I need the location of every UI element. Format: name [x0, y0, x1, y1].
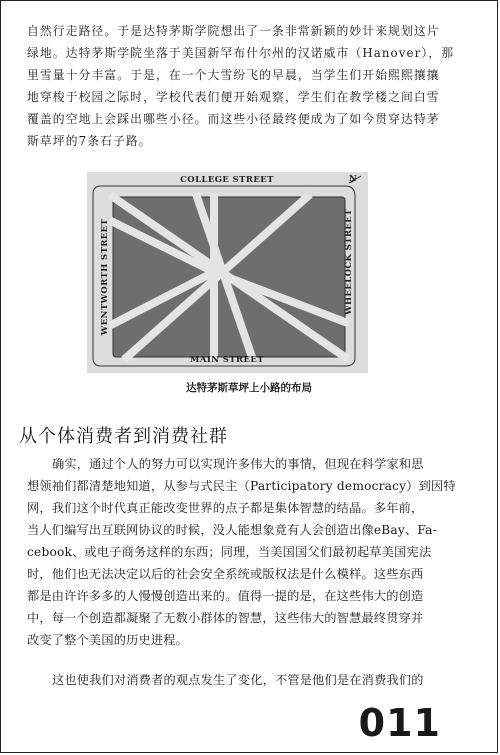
text-line: 确实，通过个人的努力可以实现许多伟大的事情，但现在科学家和思: [52, 457, 424, 471]
figure-caption: 达特茅斯草坪上小路的布局: [186, 382, 312, 394]
text-line: 时，他们也无法决定以后的社会安全系统或版权法是什么模样。这些东西: [27, 567, 424, 581]
street-label-north: COLLEGE STREET: [180, 175, 274, 185]
text-line: 想领袖们都清楚地知道，从参与式民主（Participatory democracy）到因特: [27, 479, 456, 493]
street-label-west: WENTWORTH STREET: [100, 218, 110, 336]
intro-paragraph: [27, 20, 473, 152]
street-label-south: MAIN STREET: [190, 355, 264, 365]
text-line: 改变了整个美国的历史进程。: [27, 633, 189, 647]
text-line: 里雪量十分丰富。于是，在一个大雪纷飞的早晨，当学生们开始熙熙攘攘: [27, 68, 440, 82]
page-number: 011: [358, 701, 441, 745]
street-label-east: WHEELOCK STREET: [344, 209, 354, 315]
last-paragraph: [27, 669, 473, 691]
body-paragraph: [27, 453, 473, 651]
compass-label: N: [349, 174, 358, 184]
text-line: 斯草坪的7条石子路。: [27, 134, 152, 148]
text-line: 地穿梭于校园之际时，学校代表们便开始观察，学生们在教学楼之间白雪: [27, 90, 440, 104]
dartmouth-green-map: [87, 172, 368, 373]
text-line: 中，每一个创造都凝聚了无数小群体的智慧，这些伟大的智慧最终贯穿并: [27, 611, 424, 625]
text-line: 网，我们这个时代真正能改变世界的点子都是集体智慧的结晶。多年前，: [27, 501, 424, 515]
text-line: 这也使我们对消费者的观点发生了变化，不管是他们是在消费我们的: [52, 673, 424, 687]
text-line: 覆盖的空地上会踩出哪些小径。而这些小径最终便成为了如今贯穿达特茅: [27, 112, 440, 126]
text-line: 绿地。达特茅斯学院坐落于美国新罕布什尔州的汉诺威市（Hanover），那: [27, 46, 455, 60]
text-line: 自然行走路径。于是达特茅斯学院想出了一条非常新颖的妙计来规划这片: [27, 24, 440, 38]
text-line: 都是由许许多多的人慢慢创造出来的。值得一提的是，在这些伟大的创造: [27, 589, 424, 603]
text-line: cebook、或电子商务这样的东西；同理，当美国国父们最初起草美国宪法: [27, 545, 432, 559]
section-heading: 从个体消费者到消费社群: [19, 426, 228, 447]
text-line: 当人们编写出互联网协议的时候，没人能想象竟有人会创造出像eBay、Fa-: [27, 523, 437, 537]
